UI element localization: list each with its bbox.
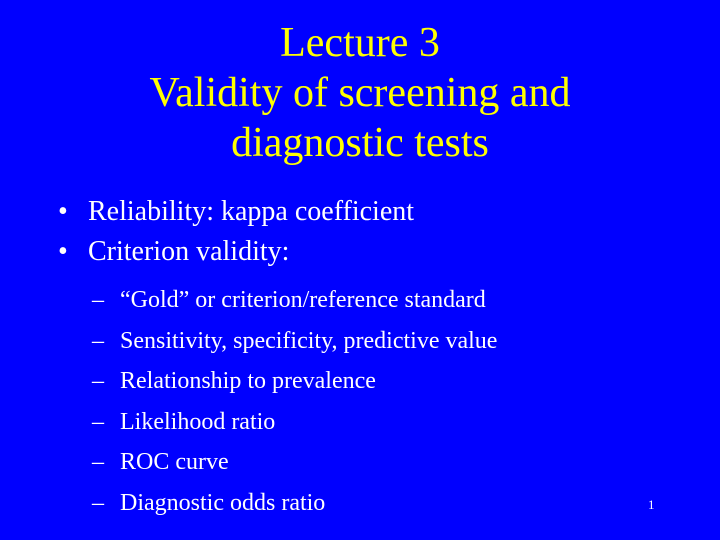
sub-bullet-item: [92, 483, 497, 524]
sub-bullet-list: [92, 280, 497, 523]
dash-marker: –: [92, 449, 104, 475]
dash-marker: –: [92, 368, 104, 394]
sub-bullet-text: Likelihood ratio: [120, 408, 276, 435]
bullet-item: [58, 232, 414, 272]
page-number: 1: [648, 497, 655, 512]
sub-bullet-text: ROC curve: [120, 449, 229, 475]
dash-marker: –: [92, 287, 104, 313]
sub-bullet-text: “Gold” or criterion/reference standard: [120, 287, 486, 313]
sub-bullet-text: Sensitivity, specificity, predictive value: [120, 327, 498, 354]
sub-bullet-item: [92, 402, 497, 443]
title-line-2: Validity of screening and: [149, 70, 571, 116]
title-line-1: Lecture 3: [280, 20, 440, 66]
dash-marker: –: [92, 489, 104, 516]
dash-marker: –: [92, 327, 104, 354]
sub-bullet-text: Diagnostic odds ratio: [120, 489, 326, 516]
dash-marker: –: [92, 408, 104, 435]
sub-bullet-item: [92, 321, 497, 362]
bullet-item: [58, 192, 414, 232]
bullet-marker: •: [58, 196, 68, 227]
slide-title: [0, 18, 720, 168]
sub-bullet-item: [92, 280, 497, 321]
bullet-text: Reliability: kappa coefficient: [88, 196, 415, 227]
bullet-text: Criterion validity:: [88, 236, 290, 267]
sub-bullet-text: Relationship to prevalence: [120, 368, 376, 394]
bullet-list: [58, 192, 414, 272]
title-line-3: diagnostic tests: [231, 120, 489, 166]
sub-bullet-item: [92, 361, 497, 402]
sub-bullet-item: [92, 442, 497, 483]
bullet-marker: •: [58, 236, 68, 267]
